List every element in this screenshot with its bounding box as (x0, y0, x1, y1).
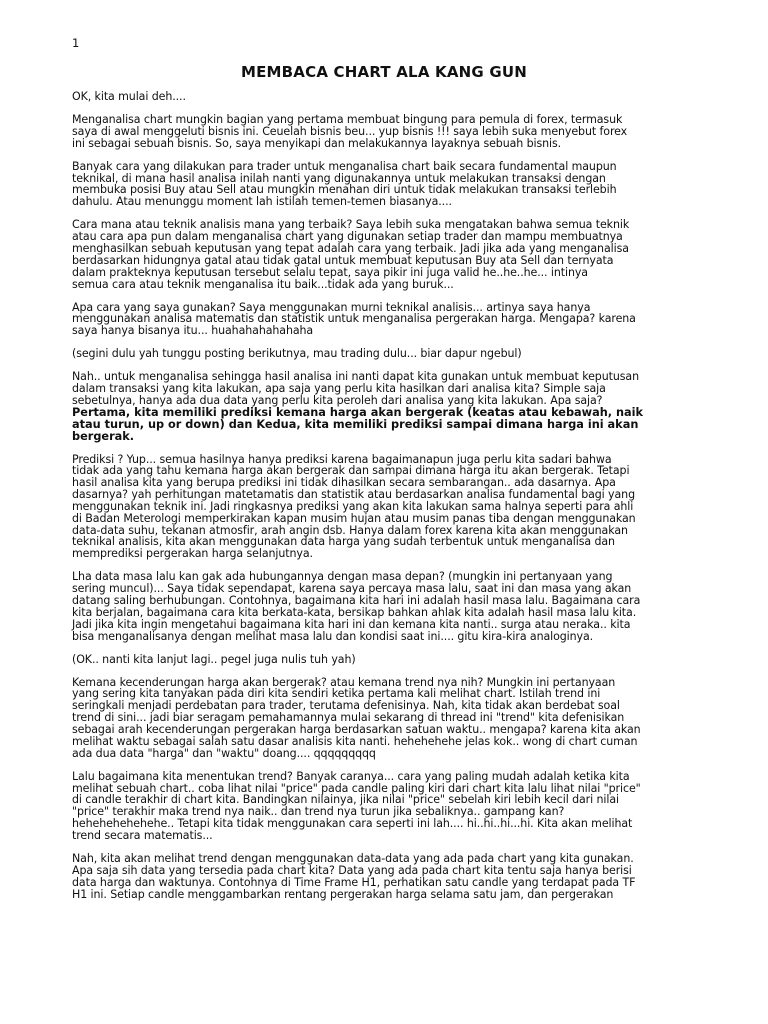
paragraph (72, 853, 732, 900)
text-line: Nah.. untuk menganalisa sehingga hasil analisa ini nanti dapat kita gunakan untuk membuat keputusan (72, 370, 639, 384)
text-line: Lalu bagaimana kita menentukan trend? Banyak caranya... cara yang paling mudah adalah ketika kita (72, 769, 630, 783)
text-line: menggunakan teknik ini. Jadi ringkasnya prediksi yang akan kita lakukan sama halnya seperti para ahli (72, 499, 634, 513)
text-line: seringkali menjadi perdebatan para trader, terutama defenisinya. Nah, kita tidak akan berdebat soal (72, 699, 620, 713)
text-line: memprediksi pergerakan harga selanjutnya. (72, 547, 313, 561)
paragraph (72, 302, 732, 338)
text-line: Apa cara yang saya gunakan? Saya menggunakan murni teknikal analisis... artinya saya hanya (72, 300, 591, 314)
text-line: menghasilkan sebuah keputusan yang tepat adalah cara yang terbaik. Jadi jika ada yang menganalisa (72, 242, 629, 255)
page-number: 1 (72, 36, 80, 50)
text-line: saya di awal menggeluti bisnis ini. Ceuelah bisnis beu... yup bisnis !!! saya lebih suka menyebut forex (72, 124, 628, 138)
bold-text-line: Pertama, kita memiliki prediksi kemana harga akan bergerak (keatas atau kebawah, naik (72, 405, 644, 419)
paragraph (72, 771, 732, 842)
document-title: MEMBACA CHART ALA KANG GUN (240, 63, 528, 81)
paragraph (72, 371, 732, 442)
text-line: bisa menganalisanya dengan melihat masa lalu dan kondisi saat ini.... gitu kira-kira analoginya. (72, 629, 594, 643)
paragraph (72, 114, 732, 150)
paragraph (72, 348, 732, 360)
text-line: ini sebagai sebuah bisnis. So, saya menyikapi dan melakukannya layaknya sebuah bisnis. (72, 136, 562, 150)
bold-text-line: atau turun, up or down) dan Kedua, kita memiliki prediksi sampai dimana harga ini akan (72, 417, 639, 431)
text-line: semua cara atau teknik menganalisa itu baik...tidak ada yang buruk... (72, 277, 454, 291)
text-line: yang sering kita tanyakan pada diri kita sendiri ketika pertama kali melihat chart. Istilah trend ini (72, 687, 601, 701)
text-line: melihat waktu sebagai salah satu dasar analisis kita nanti. hehehehehe jelas kok.. wong di chart cuman (72, 734, 638, 748)
text-line: Cara mana atau teknik analisis mana yang terbaik? Saya lebih suka mengatakan bahwa semua teknik (72, 218, 630, 232)
text-line: dasarnya? yah perhitungan matetamatis dan statistik atau berdasarkan analisa fundamental bagi yang (72, 488, 635, 502)
text-line: data harga dan waktunya. Contohnya di Time Frame H1, perhatikan satu candle yang terdapat pada TF (72, 875, 636, 889)
text-line: ada dua data "harga" dan "waktu" doang.... qqqqqqqqq (72, 746, 376, 760)
text-line: dalam prakteknya keputusan tersebut selalu tepat, saya pikir ini juga valid he..he..he... intinya (72, 265, 588, 279)
text-line: kita berjalan, bagaimana cara kita berkata-kata, bersikap bahkan ahlak kita adalah hasil masa lalu kita. (72, 605, 637, 619)
text-line: Banyak cara yang dilakukan para trader untuk menganalisa chart baik secara fundamental maupun (72, 159, 617, 173)
text-line: berdasarkan hidungnya gatal atau tidak gatal untuk membuat keputusan Buy ata Sell dan ternyata (72, 253, 614, 267)
text-line: Nah, kita akan melihat trend dengan menggunakan data-data yang ada pada chart yang kita gunakan. (72, 851, 634, 865)
text-line: Prediksi ? Yup... semua hasilnya hanya prediksi karena bagaimanapun juga perlu kita sadari bahwa (72, 452, 612, 466)
text-line: membuka posisi Buy atau Sell atau mungkin menahan diri untuk tidak melakukan transaksi terlebih (72, 183, 617, 197)
text-line: atau cara apa pun dalam menganalisa chart yang digunakan setiap trader dan mampu membuatnya (72, 230, 623, 244)
text-line: Menganalisa chart mungkin bagian yang pertama membuat bingung para pemula di forex, termasuk (72, 113, 623, 127)
text-line: tidak ada yang tahu kemana harga akan bergerak dan sampai dimana harga itu akan bergerak. Tetapi (72, 464, 630, 478)
text-line: Apa saja sih data yang tersedia pada chart kita? Data yang ada pada chart kita tentu saja hanya berisi (72, 863, 632, 877)
paragraph (72, 219, 732, 290)
text-line: teknikal, di mana hasil analisa inilah nanti yang digunakannya untuk melakukan transaksi dengan (72, 171, 606, 185)
text-line: trend di sini... jadi biar seragam pemahamannya mulai sekarang di thread ini "trend" kita defenisikan (72, 711, 625, 725)
paragraph (72, 454, 732, 561)
text-line: data-data suhu, tekanan atmosfir, arah angin dsb. Hanya dalam forex karena kita akan menggunakan (72, 523, 628, 537)
paragraph (72, 654, 732, 666)
text-line: H1 ini. Setiap candle menggambarkan rentang pergerakan harga selama satu jam, dan pergerakan (72, 887, 614, 901)
text-line: melihat sebuah chart.. coba lihat nilai "price" pada candle paling kiri dari chart kita lalu lihat nilai "price" (72, 781, 641, 795)
text-line: hehehehehehehe.. Tetapi kita tidak menggunakan cara seperti ini lah.... hi..hi..hi...hi. Kita akan melihat (72, 817, 633, 831)
text-line: saya hanya bisanya itu... huahahahahahaha (72, 324, 314, 338)
text-line: Jadi jika kita ingin mengetahui bagaimana kita hari ini dan kemana kita nanti.. surga atau neraka.. kita (72, 617, 631, 631)
paragraph (72, 677, 732, 760)
text-line: sebagai arah kecenderungan pergerakan harga berdasarkan satuan waktu.. mengapa? karena kita akan (72, 723, 641, 736)
bold-text-line: bergerak. (72, 429, 135, 443)
text-line: di Badan Meterologi memperkirakan kapan musim hujan atau musim panas tiba dengan menggunakan (72, 511, 636, 525)
text-line: teknikal analisis, kita akan menggunakan data harga yang sudah terbentuk untuk menganalisa dan (72, 535, 615, 549)
text-line: trend secara matematis... (72, 828, 213, 842)
text-line: menggunakan analisa matematis dan statistik untuk menganalisa pergerakan harga. Mengapa? karena (72, 312, 636, 326)
text-line: sebetulnya, hanya ada dua data yang perlu kita peroleh dari analisa yang kita lakukan. Apa saja? (72, 394, 603, 407)
text-line: (OK.. nanti kita lanjut lagi.. pegel juga nulis tuh yah) (72, 652, 356, 666)
text-line: "price" terakhir maka trend nya naik.. dan trend nya turun jika sebaliknya.. gampang kan? (72, 805, 565, 819)
text-line: Lha data masa lalu kan gak ada hubungannya dengan masa depan? (mungkin ini pertanyaan yang (72, 570, 613, 584)
paragraph (72, 571, 732, 642)
text-line: Kemana kecenderungan harga akan bergerak? atau kemana trend nya nih? Mungkin ini pertanyaan (72, 675, 616, 689)
text-line: di candle terakhir di chart kita. Bandingkan nilainya, jika nilai "price" sebelah kiri lebih kecil dari nilai (72, 793, 619, 807)
paragraph (72, 161, 732, 208)
text-line: datang saling berhubungan. Contohnya, bagaimana kita hari ini adalah hasil masa lalu. Bagaimana cara (72, 594, 641, 608)
text-line: dalam transaksi yang kita lakukan, apa saja yang perlu kita hasilkan dari analisa kita? Simple saja (72, 382, 606, 396)
text-line: (segini dulu yah tunggu posting berikutnya, mau trading dulu... biar dapur ngebul) (72, 347, 522, 361)
text-line: OK, kita mulai deh.... (72, 90, 186, 103)
text-line: dahulu. Atau menunggu moment lah istilah temen-temen biasanya.... (72, 195, 452, 209)
text-line: hasil analisa kita yang berupa prediksi ini tidak dihasilkan secara sembarangan.. ada dasarnya. Apa (72, 476, 616, 490)
paragraph (72, 91, 732, 103)
text-line: sering muncul)... Saya tidak sependapat, karena saya percaya masa lalu, saat ini dan masa yang akan (72, 582, 632, 596)
document-body (72, 91, 732, 912)
